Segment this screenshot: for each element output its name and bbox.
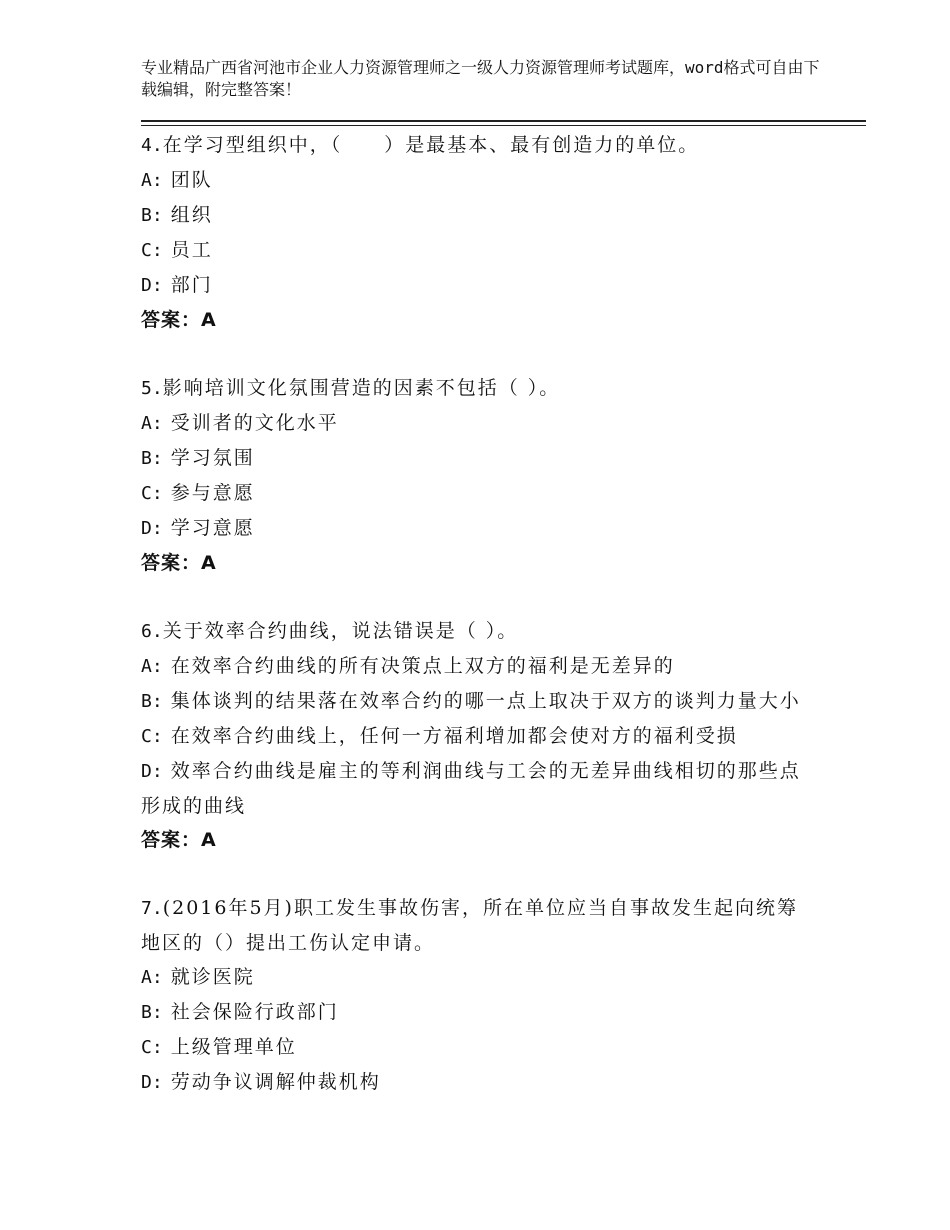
option-a — [141, 649, 811, 684]
option-prefix: B: — [141, 1002, 163, 1023]
option-prefix: D: — [141, 518, 163, 539]
option-a — [141, 960, 811, 995]
option-b — [141, 441, 811, 476]
option-text: 在效率合约曲线的所有决策点上双方的福利是无差异的 — [170, 655, 675, 677]
option-text: 员工 — [170, 239, 213, 261]
question-4 — [141, 128, 811, 337]
option-prefix: A: — [141, 656, 163, 677]
option-prefix: A: — [141, 413, 163, 434]
option-b — [141, 198, 811, 233]
answer — [141, 823, 811, 857]
question-stem — [141, 128, 811, 163]
question-stem — [141, 891, 811, 960]
question-number: 5. — [141, 378, 163, 399]
option-prefix: D: — [141, 275, 163, 296]
option-text: 效率合约曲线是雇主的等利润曲线与工会的无差异曲线相切的那些点形成的曲线 — [141, 760, 801, 817]
option-text: 在效率合约曲线上，任何一方福利增加都会使对方的福利受损 — [170, 725, 738, 747]
option-text: 参与意愿 — [170, 482, 255, 504]
answer-label: 答案： — [141, 552, 202, 574]
question-number: 7. — [141, 898, 163, 919]
question-5 — [141, 371, 811, 580]
option-prefix: D: — [141, 1072, 163, 1093]
option-prefix: C: — [141, 726, 163, 747]
question-stem — [141, 614, 811, 649]
option-text: 受训者的文化水平 — [170, 412, 339, 434]
option-text: 集体谈判的结果落在效率合约的哪一点上取决于双方的谈判力量大小 — [170, 690, 801, 712]
answer — [141, 546, 811, 580]
option-prefix: A: — [141, 170, 163, 191]
option-a — [141, 406, 811, 441]
header-divider-thick — [141, 120, 866, 122]
option-c — [141, 476, 811, 511]
option-c — [141, 1030, 811, 1065]
question-number: 4. — [141, 135, 163, 156]
option-text: 社会保险行政部门 — [170, 1001, 339, 1023]
option-b — [141, 995, 811, 1030]
question-7 — [141, 891, 811, 1100]
option-d — [141, 268, 811, 303]
option-text: 学习氛围 — [170, 447, 255, 469]
option-text: 就诊医院 — [170, 966, 255, 988]
option-text: 团队 — [170, 169, 213, 191]
answer-label: 答案： — [141, 829, 202, 851]
option-d — [141, 511, 811, 546]
option-d — [141, 1065, 811, 1100]
question-text: 在学习型组织中，（ ）是最基本、最有创造力的单位。 — [162, 134, 700, 156]
question-text: 影响培训文化氛围营造的因素不包括（ ）。 — [162, 377, 561, 399]
header-divider-thin — [141, 125, 866, 126]
answer-value: A — [201, 829, 217, 851]
answer-label: 答案： — [141, 309, 202, 331]
question-stem — [141, 371, 811, 406]
option-c — [141, 719, 811, 754]
option-prefix: B: — [141, 448, 163, 469]
answer — [141, 303, 811, 337]
option-text: 部门 — [170, 274, 213, 296]
option-c — [141, 233, 811, 268]
question-list — [141, 128, 811, 1134]
option-prefix: C: — [141, 1037, 163, 1058]
option-text: 上级管理单位 — [170, 1036, 297, 1058]
question-number: 6. — [141, 621, 163, 642]
option-text: 学习意愿 — [170, 517, 255, 539]
option-text: 劳动争议调解仲裁机构 — [170, 1071, 381, 1093]
option-text: 组织 — [170, 204, 213, 226]
document-header: 专业精品广西省河池市企业人力资源管理师之一级人力资源管理师考试题库，word格式可自由下载编辑，附完整答案！ — [141, 58, 820, 99]
option-d — [141, 754, 811, 823]
option-prefix: B: — [141, 691, 163, 712]
option-a — [141, 163, 811, 198]
option-b — [141, 684, 811, 719]
answer-value: A — [201, 552, 217, 574]
answer-value: A — [201, 309, 217, 331]
option-prefix: C: — [141, 240, 163, 261]
question-6 — [141, 614, 811, 857]
question-text: (2016年5月)职工发生事故伤害，所在单位应当自事故发生起向统筹地区的（）提出工伤认定申请。 — [141, 897, 798, 954]
question-text: 关于效率合约曲线，说法错误是（ ）。 — [162, 620, 519, 642]
option-prefix: B: — [141, 205, 163, 226]
option-prefix: D: — [141, 761, 163, 782]
option-prefix: A: — [141, 967, 163, 988]
option-prefix: C: — [141, 483, 163, 504]
